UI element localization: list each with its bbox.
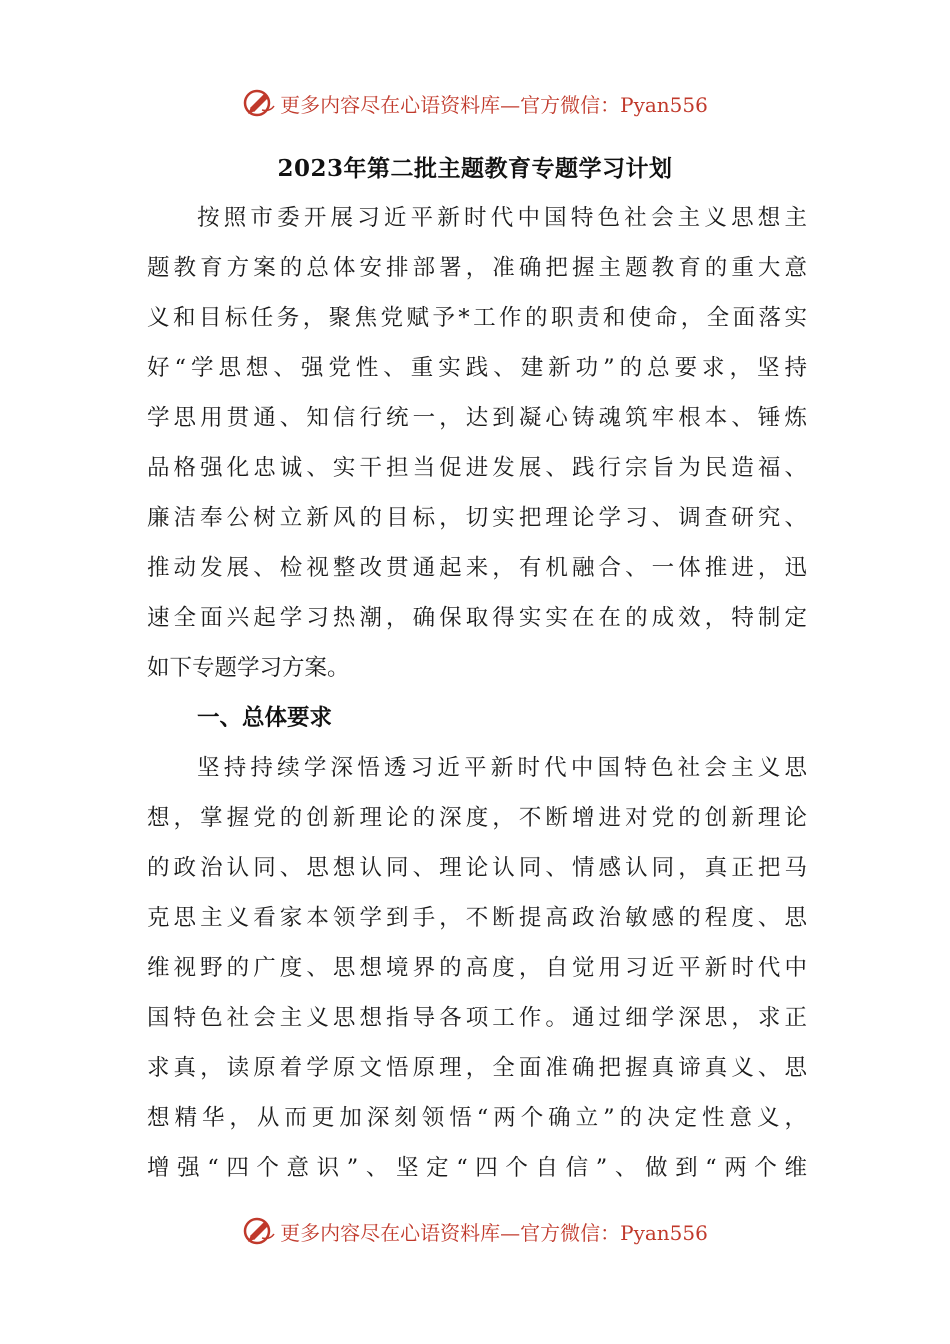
paragraph-line: 的政治认同、思想认同、理论认同、情感认同，真正把马 [147, 855, 807, 881]
document-title: 2023年第二批主题教育专题学习计划 [277, 155, 673, 182]
paragraph-line: 学思用贯通、知信行统一，达到凝心铸魂筑牢根本、锤炼 [147, 405, 807, 431]
pen-logo-icon [242, 86, 276, 120]
paragraph-line: 求真，读原着学原文悟原理，全面准确把握真谛真义、思 [147, 1055, 807, 1081]
paragraph-line: 好“学思想、强党性、重实践、建新功”的总要求，坚持 [147, 355, 807, 381]
paragraph-line: 廉洁奉公树立新风的目标，切实把理论学习、调查研究、 [147, 505, 807, 531]
paragraph-line: 品格强化忠诚、实干担当促进发展、践行宗旨为民造福、 [147, 455, 807, 481]
pen-logo-icon [242, 1214, 276, 1248]
paragraph-line: 维视野的广度、思想境界的高度，自觉用习近平新时代中 [147, 955, 807, 981]
paragraph-line: 推动发展、检视整改贯通起来，有机融合、一体推进，迅 [147, 555, 807, 581]
paragraph-line: 如下专题学习方案。 [147, 655, 350, 681]
paragraph-line: 想，掌握党的创新理论的深度，不断增进对党的创新理论 [147, 805, 807, 831]
paragraph-line: 坚持持续学深悟透习近平新时代中国特色社会主义思 [197, 755, 807, 781]
paragraph-line: 想精华，从而更加深刻领悟“两个确立”的决定性意义， [147, 1105, 807, 1131]
section-heading: 一、总体要求 [197, 705, 333, 731]
paragraph-line: 增强“四个意识”、坚定“四个自信”、做到“两个维 [147, 1155, 807, 1181]
watermark-text: 更多内容尽在心语资料库—官方微信：Pyan556 [280, 1220, 708, 1245]
paragraph-line: 国特色社会主义思想指导各项工作。通过细学深思，求正 [147, 1005, 807, 1031]
paragraph-line: 克思主义看家本领学到手，不断提高政治敏感的程度、思 [147, 905, 807, 931]
paragraph-line: 题教育方案的总体安排部署，准确把握主题教育的重大意 [147, 255, 807, 281]
paragraph-line: 义和目标任务，聚焦党赋予*工作的职责和使命，全面落实 [147, 305, 807, 331]
watermark-banner-bottom [0, 1211, 950, 1251]
watermark-banner-top [0, 83, 950, 123]
paragraph-line: 速全面兴起学习热潮，确保取得实实在在的成效，特制定 [147, 605, 807, 631]
paragraph-line: 按照市委开展习近平新时代中国特色社会主义思想主 [197, 205, 807, 231]
watermark-text: 更多内容尽在心语资料库—官方微信：Pyan556 [280, 92, 708, 117]
